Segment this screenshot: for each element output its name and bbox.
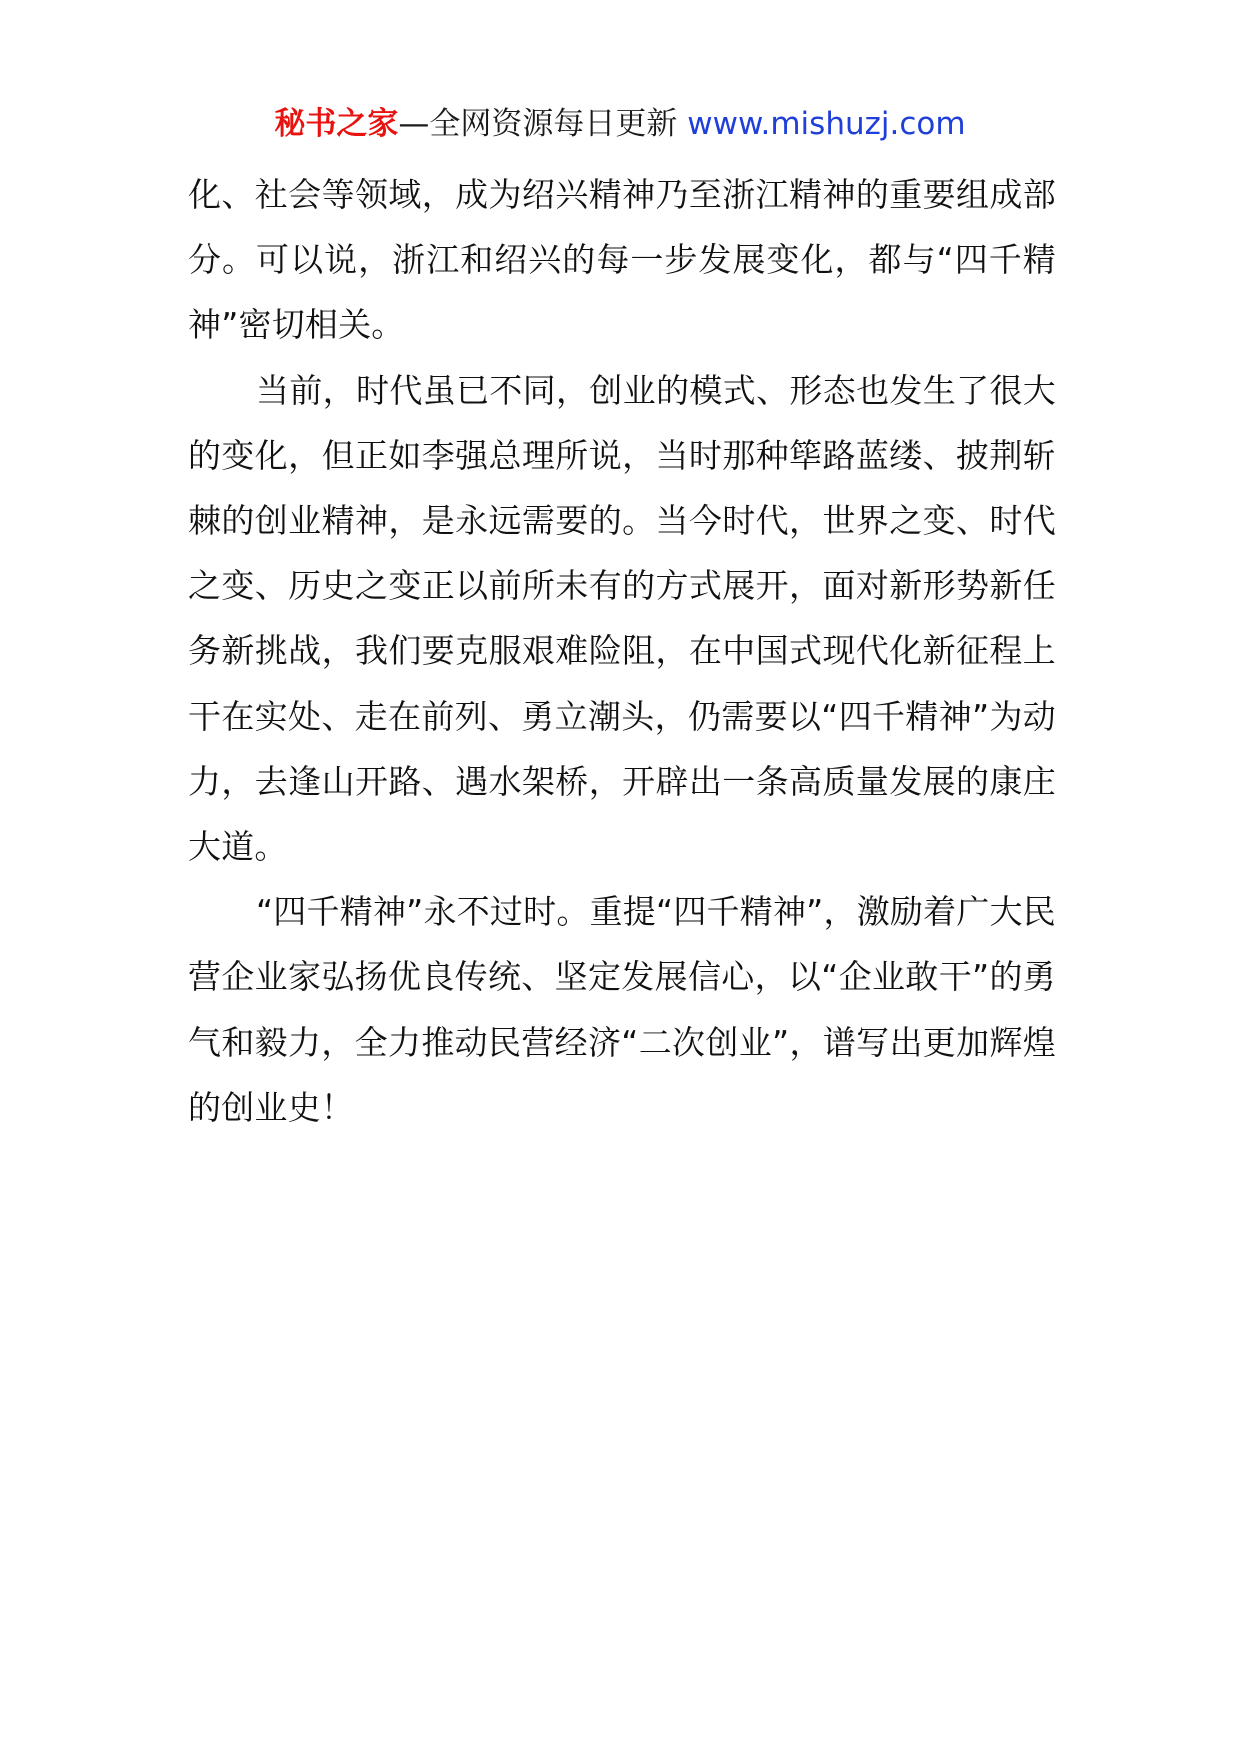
page-header bbox=[0, 100, 1240, 148]
header-tagline: —全网资源每日更新 bbox=[398, 106, 688, 142]
paragraph: 当前，时代虽已不同，创业的模式、形态也发生了很大的变化，但正如李强总理所说，当时那种筚路蓝缕、披荆斩棘的创业精神，是永远需要的。当今时代，世界之变、时代之变、历史之变正以前所未有的方式展开，面对新形势新任务新挑战，我们要克服艰难险阻，在中国式现代化新征程上干在实处、走在前列、勇立潮头，仍需要以“四千精神”为动力，去逢山开路、遇水架桥，开辟出一条高质量发展的康庄大道。 bbox=[188, 370, 1056, 867]
document-body bbox=[188, 162, 1056, 1140]
paragraph: “四千精神”永不过时。重提“四千精神”，激励着广大民营企业家弘扬优良传统、坚定发展信心，以“企业敢干”的勇气和毅力，全力推动民营经济“二次创业”，谱写出更加辉煌的创业史！ bbox=[188, 892, 1056, 1127]
paragraph-continued: 化、社会等领域，成为绍兴精神乃至浙江精神的重要组成部分。可以说，浙江和绍兴的每一步发展变化，都与“四千精神”密切相关。 bbox=[188, 175, 1056, 345]
header-brand: 秘书之家 bbox=[274, 106, 399, 142]
header-site-link[interactable]: www.mishuzj.com bbox=[687, 106, 966, 142]
